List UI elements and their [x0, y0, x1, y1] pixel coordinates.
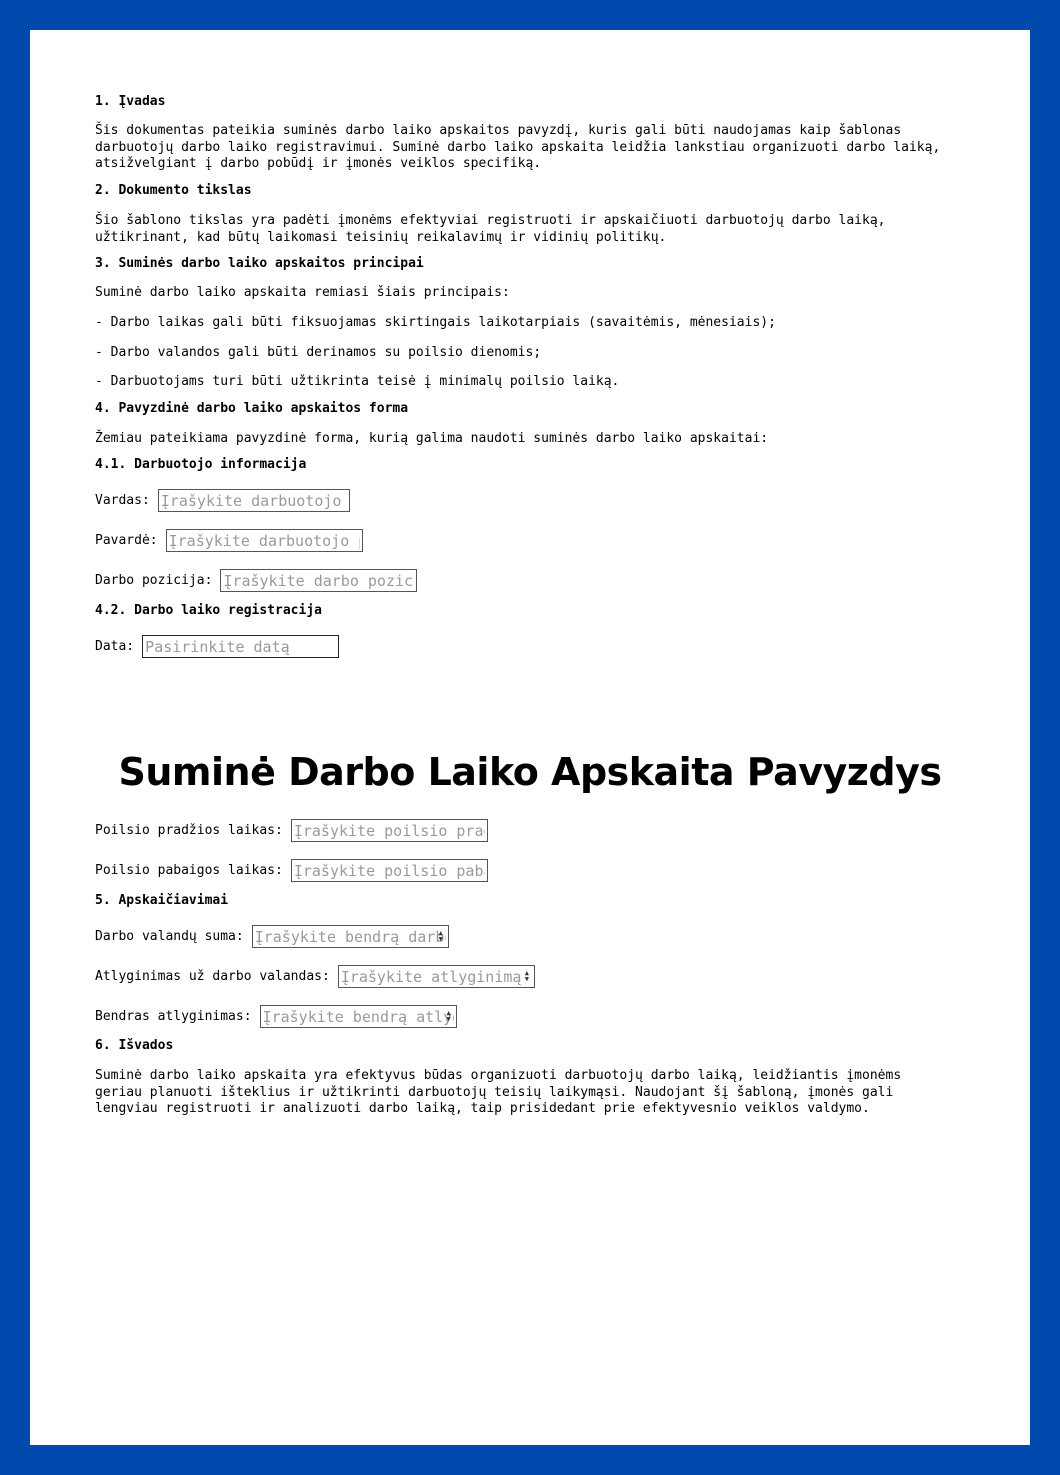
position-input[interactable]: [220, 569, 417, 592]
section-form: [95, 401, 945, 417]
date-label: Data:: [95, 639, 135, 654]
first-name-row: [95, 489, 350, 512]
introduction-text-block: [95, 123, 945, 173]
rest-end-label: Poilsio pabaigos laikas:: [95, 863, 283, 878]
total-pay-spinner: [260, 1005, 457, 1028]
subsection-employee-info: [95, 457, 945, 473]
hours-sum-input[interactable]: [252, 925, 449, 948]
hours-sum-label: Darbo valandų suma:: [95, 929, 244, 944]
subsection-registration: [95, 603, 945, 619]
principle-item-1: [95, 315, 945, 332]
section-title: 2. Dokumento tikslas: [95, 183, 252, 198]
principles-intro: Suminė darbo laiko apskaita remiasi šiais principais:: [95, 285, 510, 300]
list-item: - Darbuotojams turi būti užtikrinta teisė į minimalų poilsio laiką.: [95, 374, 620, 389]
rest-start-label: Poilsio pradžios laikas:: [95, 823, 283, 838]
hourly-pay-input[interactable]: [338, 965, 535, 988]
position-row: [95, 569, 417, 592]
form-intro-block: [95, 431, 945, 448]
purpose-text-block: [95, 213, 945, 246]
form-intro: Žemiau pateikiama pavyzdinė forma, kurią galima naudoti suminės darbo laiko apskaitai:: [95, 431, 769, 446]
purpose-text: Šio šablono tikslas yra padėti įmonėms efektyviai registruoti ir apskaičiuoti darbuotojų darbo laiką, užtikrinant, kad būtų laikomasi teisinių reikalavimų ir vidinių politikų.: [95, 213, 886, 245]
hours-sum-spinner: [252, 925, 449, 948]
hours-sum-row: [95, 925, 449, 948]
last-name-input[interactable]: [166, 529, 363, 552]
rest-start-input[interactable]: [291, 819, 488, 842]
rest-end-input[interactable]: [291, 859, 488, 882]
first-name-input[interactable]: [158, 489, 350, 512]
section-title: 6. Išvados: [95, 1038, 174, 1053]
rest-end-row: [95, 859, 488, 882]
total-pay-label: Bendras atlyginimas:: [95, 1009, 252, 1024]
section-title: 4. Pavyzdinė darbo laiko apskaitos forma: [95, 401, 409, 416]
last-name-row: [95, 529, 363, 552]
total-pay-row: [95, 1005, 457, 1028]
section-calculations: [95, 893, 945, 909]
section-title: 5. Apskaičiavimai: [95, 893, 229, 908]
total-pay-input[interactable]: [260, 1005, 457, 1028]
position-label: Darbo pozicija:: [95, 573, 213, 588]
stepper-arrows-icon[interactable]: ▲ ▼: [446, 1009, 451, 1023]
principle-item-3: [95, 374, 945, 391]
page-title: Suminė Darbo Laiko Apskaita Pavyzdys: [118, 750, 942, 794]
section-principles: [95, 256, 945, 272]
subsection-title: 4.2. Darbo laiko registracija: [95, 603, 322, 618]
section-introduction: [95, 94, 945, 110]
principles-intro-block: [95, 285, 945, 302]
stepper-arrows-icon[interactable]: ▲ ▼: [524, 969, 529, 983]
conclusions-text: Suminė darbo laiko apskaita yra efektyvus būdas organizuoti darbuotojų darbo laiką, leidžiantis įmonėms geriau planuoti išteklius ir užtikrinti darbuotojų teisių laikymąsi. Naudojant šį šabloną, įmonės gali lengviau registruoti ir analizuoti darbo laiką, taip prisidedant prie efektyvesnio veiklos valdymo.: [95, 1068, 902, 1116]
list-item: - Darbo laikas gali būti fiksuojamas skirtingais laikotarpiais (savaitėmis, mėnesiais);: [95, 315, 776, 330]
date-input[interactable]: [142, 635, 339, 658]
hourly-pay-label: Atlyginimas už darbo valandas:: [95, 969, 330, 984]
section-title: 3. Suminės darbo laiko apskaitos principai: [95, 256, 424, 271]
date-row: [95, 635, 339, 658]
last-name-label: Pavardė:: [95, 533, 158, 548]
subsection-title: 4.1. Darbuotojo informacija: [95, 457, 307, 472]
rest-start-row: [95, 819, 488, 842]
hourly-pay-row: [95, 965, 535, 988]
stepper-arrows-icon[interactable]: ▲ ▼: [438, 929, 443, 943]
section-purpose: [95, 183, 945, 199]
hourly-pay-spinner: [338, 965, 535, 988]
document-page: [30, 30, 1030, 1445]
section-title: 1. Įvadas: [95, 94, 166, 109]
principle-item-2: [95, 345, 945, 362]
conclusions-text-block: [95, 1068, 945, 1118]
list-item: - Darbo valandos gali būti derinamos su poilsio dienomis;: [95, 345, 542, 360]
first-name-label: Vardas:: [95, 493, 150, 508]
introduction-text: Šis dokumentas pateikia suminės darbo laiko apskaitos pavyzdį, kuris gali būti naudojamas kaip šablonas darbuotojų darbo laiko registravimui. Suminė darbo laiko apskaita leidžia lankstiau organizuoti darbo laiką, atsižvelgiant į darbo pobūdį ir įmonės veiklos specifiką.: [95, 123, 941, 171]
section-conclusions: [95, 1038, 945, 1054]
